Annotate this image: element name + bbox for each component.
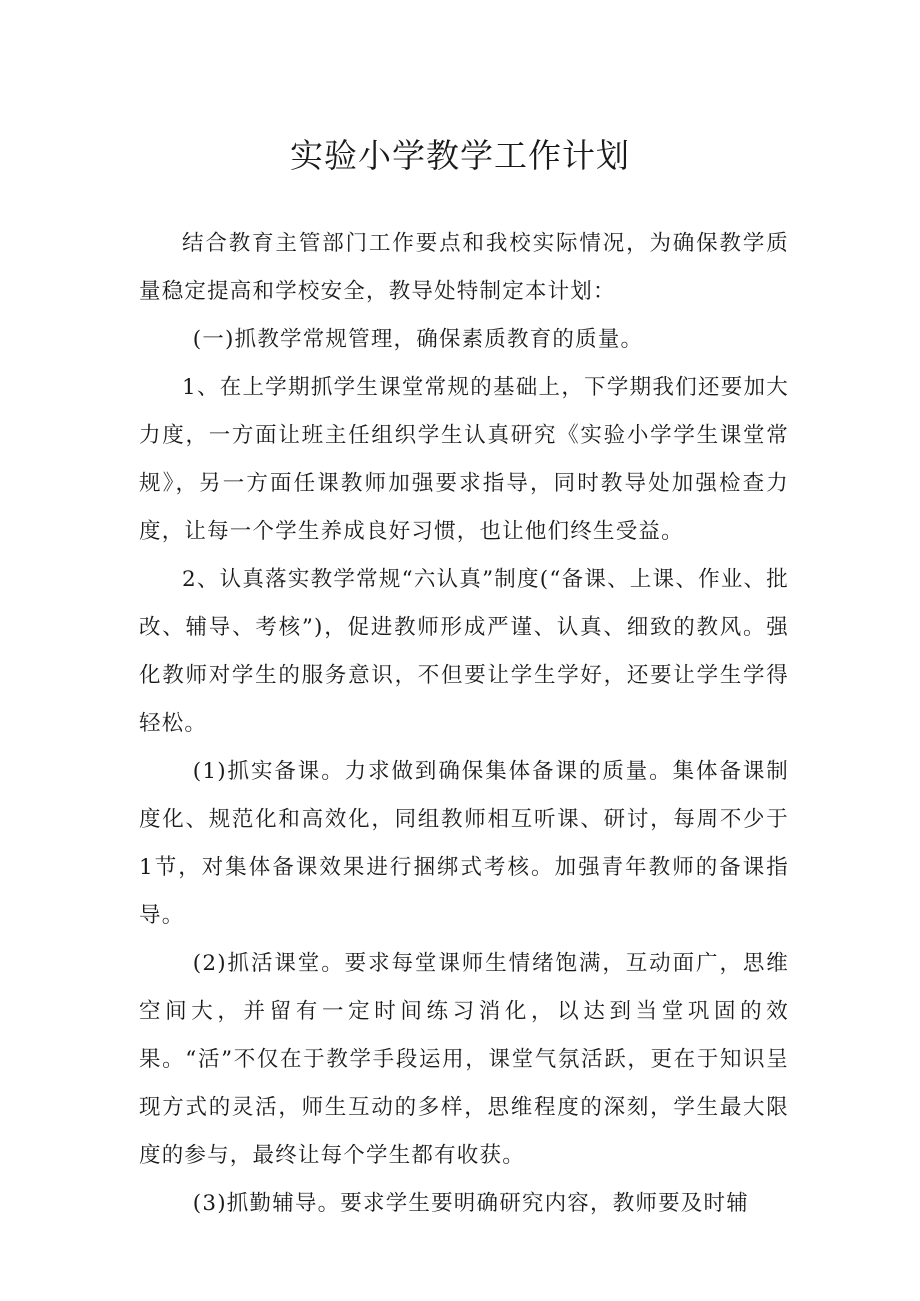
document-body (139, 220, 789, 1228)
sub-item-1-paragraph: (1)抓实备课。力求做到确保集体备课的质量。集体备课制度化、规范化和高效化，同组教师相互听课、研讨，每周不少于1节，对集体备课效果进行捆绑式考核。加强青年教师的备课指导。 (139, 759, 789, 928)
section-heading: (一)抓教学常规管理，确保素质教育的质量。 (192, 327, 644, 352)
item-1-paragraph: 1、在上学期抓学生课堂常规的基础上，下学期我们还要加大力度，一方面让班主任组织学生认真研究《实验小学学生课堂常规》，另一方面任课教师加强要求指导，同时教导处加强检查力度，让每一个学生养成良好习惯，也让他们终生受益。 (139, 375, 789, 544)
document-title: 实验小学教学工作计划 (290, 136, 630, 175)
intro-paragraph: 结合教育主管部门工作要点和我校实际情况，为确保教学质量稳定提高和学校安全，教导处特制定本计划： (139, 231, 789, 304)
item-2-paragraph: 2、认真落实教学常规“六认真”制度(“备课、上课、作业、批改、辅导、考核”)，促进教师形成严谨、认真、细致的教风。强化教师对学生的服务意识，不但要让学生学好，还要让学生学得轻松。 (139, 567, 789, 736)
sub-item-2-paragraph: (2)抓活课堂。要求每堂课师生情绪饱满，互动面广，思维空间大，并留有一定时间练习消化，以达到当堂巩固的效果。“活”不仅在于教学手段运用，课堂气氛活跃，更在于知识呈现方式的灵活，师生互动的多样，思维程度的深刻，学生最大限度的参与，最终让每个学生都有收获。 (139, 951, 789, 1168)
sub-item-3-paragraph: (3)抓勤辅导。要求学生要明确研究内容，教师要及时辅 (192, 1191, 749, 1216)
